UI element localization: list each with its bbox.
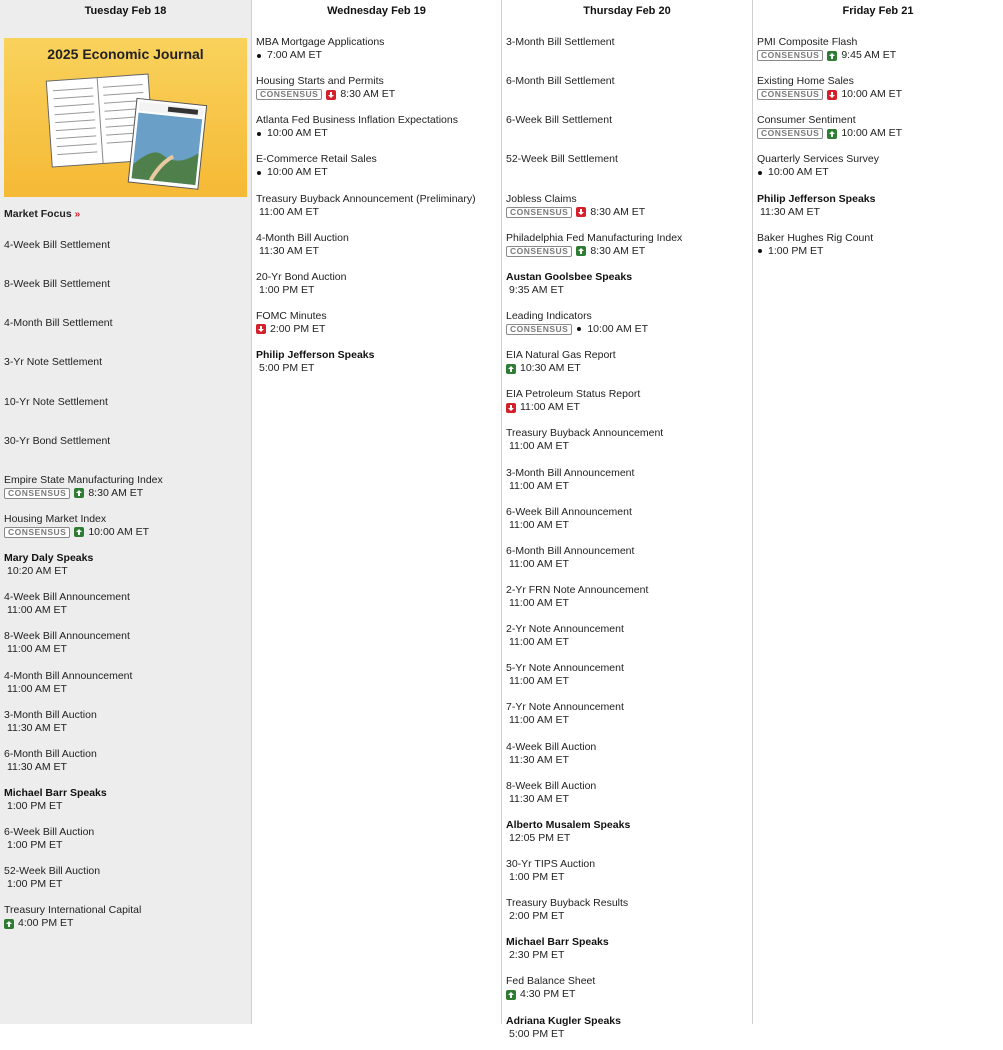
calendar-event[interactable] xyxy=(4,861,247,900)
calendar-event[interactable] xyxy=(4,822,247,861)
event-detail-line xyxy=(256,166,497,179)
event-title[interactable]: Housing Starts and Permits xyxy=(256,75,384,88)
event-detail-line xyxy=(506,636,748,649)
event-title[interactable]: 3-Month Bill Announcement xyxy=(506,466,635,479)
calendar-event[interactable] xyxy=(506,893,748,932)
calendar-event[interactable] xyxy=(757,71,999,110)
calendar-event[interactable] xyxy=(506,306,748,345)
event-time: 11:30 AM ET xyxy=(7,721,67,734)
event-title[interactable]: E-Commerce Retail Sales xyxy=(256,153,377,166)
calendar-event[interactable] xyxy=(256,267,497,306)
down-arrow-icon xyxy=(827,90,837,100)
consensus-badge[interactable]: CONSENSUS xyxy=(4,527,70,538)
double-chevron-right-icon: » xyxy=(74,209,81,220)
bullet-icon xyxy=(758,249,762,253)
event-title[interactable]: Philip Jefferson Speaks xyxy=(757,192,876,205)
calendar-event[interactable] xyxy=(506,971,748,1010)
event-title[interactable]: Philadelphia Fed Manufacturing Index xyxy=(506,231,683,244)
calendar-event[interactable] xyxy=(4,431,247,470)
consensus-badge[interactable]: CONSENSUS xyxy=(506,246,572,257)
event-detail-line xyxy=(4,643,247,656)
calendar-event[interactable] xyxy=(757,228,999,267)
event-title[interactable]: Jobless Claims xyxy=(506,192,577,205)
event-title[interactable]: Mary Daly Speaks xyxy=(4,552,94,565)
event-time: 11:00 AM ET xyxy=(509,518,569,531)
event-time: 11:30 AM ET xyxy=(509,753,569,766)
event-time: 11:00 AM ET xyxy=(509,557,569,570)
consensus-badge[interactable]: CONSENSUS xyxy=(506,207,572,218)
consensus-badge[interactable]: CONSENSUS xyxy=(256,89,322,100)
event-time: 5:00 PM ET xyxy=(509,1027,565,1040)
event-time: 2:30 PM ET xyxy=(509,949,565,962)
calendar-event[interactable] xyxy=(4,626,247,665)
event-detail-line xyxy=(506,1028,748,1041)
day-column-tuesday xyxy=(0,0,252,1024)
event-time: 2:00 PM ET xyxy=(270,322,326,335)
event-time: 7:00 AM ET xyxy=(267,49,322,61)
event-detail-line xyxy=(757,49,999,62)
event-title[interactable]: Existing Home Sales xyxy=(757,75,854,88)
event-title[interactable]: 7-Yr Note Announcement xyxy=(506,701,624,714)
up-arrow-icon xyxy=(827,51,837,61)
event-title[interactable]: 5-Yr Note Announcement xyxy=(506,662,624,675)
event-time: 11:00 AM ET xyxy=(509,636,569,649)
up-arrow-icon xyxy=(506,364,516,374)
calendar-event[interactable] xyxy=(757,32,999,71)
event-time: 1:00 PM ET xyxy=(7,839,63,852)
calendar-event[interactable] xyxy=(4,705,247,744)
event-title[interactable]: 4-Week Bill Auction xyxy=(506,740,597,753)
calendar-event[interactable] xyxy=(506,932,748,971)
calendar-event[interactable] xyxy=(506,737,748,776)
event-time: 11:00 AM ET xyxy=(509,714,569,727)
event-detail-line xyxy=(256,323,497,336)
event-time: 11:30 AM ET xyxy=(509,792,569,805)
calendar-event[interactable] xyxy=(4,509,247,548)
calendar-event[interactable] xyxy=(256,228,497,267)
event-time: 10:30 AM ET xyxy=(520,362,581,375)
calendar-event[interactable] xyxy=(4,548,247,587)
calendar-event[interactable] xyxy=(757,110,999,149)
calendar-event[interactable] xyxy=(4,666,247,705)
event-title[interactable]: 6-Week Bill Auction xyxy=(4,826,95,839)
event-detail-line xyxy=(506,793,748,806)
event-detail-line xyxy=(4,722,247,735)
market-focus-link[interactable] xyxy=(0,207,251,235)
event-title[interactable]: Fed Balance Sheet xyxy=(506,975,596,988)
event-time: 10:00 AM ET xyxy=(88,525,150,538)
event-time: 10:00 AM ET xyxy=(587,322,649,335)
event-time: 11:00 AM ET xyxy=(509,596,569,609)
calendar-event[interactable] xyxy=(256,306,497,345)
calendar-event[interactable] xyxy=(4,352,247,391)
event-detail-line xyxy=(4,487,247,500)
calendar-event[interactable] xyxy=(256,110,497,149)
event-detail-line xyxy=(506,206,748,219)
calendar-event[interactable] xyxy=(506,1011,748,1050)
calendar-event[interactable] xyxy=(256,32,497,71)
event-detail-line xyxy=(506,597,748,610)
calendar-event[interactable] xyxy=(506,658,748,697)
day-column-friday xyxy=(753,0,1003,1024)
event-time: 11:00 AM ET xyxy=(509,479,569,492)
calendar-event[interactable] xyxy=(506,776,748,815)
event-title[interactable]: EIA Natural Gas Report xyxy=(506,349,616,362)
calendar-event[interactable] xyxy=(256,345,497,384)
event-time: 11:30 AM ET xyxy=(259,244,319,257)
event-time: 5:00 PM ET xyxy=(259,362,315,375)
event-title[interactable]: 2-Yr FRN Note Announcement xyxy=(506,583,649,596)
calendar-event[interactable] xyxy=(757,189,999,228)
event-title[interactable]: 3-Month Bill Settlement xyxy=(506,36,615,48)
down-arrow-icon xyxy=(256,324,266,334)
event-title[interactable]: Adriana Kugler Speaks xyxy=(506,1014,621,1027)
event-detail-line xyxy=(506,871,748,884)
calendar-event[interactable] xyxy=(4,274,247,313)
event-detail-line xyxy=(506,949,748,962)
event-detail-line xyxy=(757,88,999,101)
calendar-event[interactable] xyxy=(4,470,247,509)
event-time: 12:05 PM ET xyxy=(509,831,571,844)
consensus-badge[interactable]: CONSENSUS xyxy=(757,128,823,139)
event-detail-line xyxy=(256,88,497,101)
event-time: 11:00 AM ET xyxy=(7,604,67,617)
event-time: 2:00 PM ET xyxy=(509,910,565,923)
event-title[interactable]: 6-Month Bill Announcement xyxy=(506,544,635,557)
event-title[interactable]: Alberto Musalem Speaks xyxy=(506,818,631,831)
up-arrow-icon xyxy=(74,488,84,498)
event-title[interactable]: Baker Hughes Rig Count xyxy=(757,231,874,244)
event-title[interactable]: 6-Week Bill Settlement xyxy=(506,114,613,127)
event-title[interactable]: 10-Yr Note Settlement xyxy=(4,395,108,408)
calendar-event[interactable] xyxy=(506,345,748,384)
calendar-event[interactable] xyxy=(506,189,748,228)
event-title[interactable]: 30-Yr TIPS Auction xyxy=(506,857,596,870)
event-title[interactable]: Philip Jefferson Speaks xyxy=(256,349,375,362)
event-title[interactable]: 4-Week Bill Settlement xyxy=(4,239,111,251)
event-title[interactable]: 30-Yr Bond Settlement xyxy=(4,434,111,447)
calendar-event[interactable] xyxy=(506,228,748,267)
calendar-event[interactable] xyxy=(506,697,748,736)
calendar-event[interactable] xyxy=(506,384,748,423)
calendar-event[interactable] xyxy=(506,71,748,110)
event-detail-line xyxy=(4,839,247,852)
event-detail-line xyxy=(4,917,247,930)
event-time: 1:00 PM ET xyxy=(7,878,63,891)
event-detail-line xyxy=(256,206,497,219)
event-time: 11:00 AM ET xyxy=(7,643,67,656)
event-detail-line xyxy=(4,565,247,578)
calendar-event[interactable] xyxy=(757,149,999,188)
event-title[interactable]: Austan Goolsbee Speaks xyxy=(506,270,633,283)
calendar-event[interactable] xyxy=(4,392,247,431)
event-time: 10:20 AM ET xyxy=(7,565,68,578)
calendar-event[interactable] xyxy=(4,744,247,783)
event-detail-line xyxy=(506,323,748,336)
event-title[interactable]: Consumer Sentiment xyxy=(757,114,856,127)
event-title[interactable]: PMI Composite Flash xyxy=(757,36,858,48)
day-column-wednesday xyxy=(252,0,502,1024)
day-header: Thursday Feb 20 xyxy=(583,5,671,17)
event-title[interactable]: Housing Market Index xyxy=(4,512,107,525)
event-detail-line xyxy=(506,988,748,1001)
event-detail-line xyxy=(4,526,247,539)
event-time: 11:00 AM ET xyxy=(509,675,569,688)
event-title[interactable]: 52-Week Bill Auction xyxy=(4,865,101,878)
calendar-event[interactable] xyxy=(256,149,497,188)
up-arrow-icon xyxy=(576,246,586,256)
event-time: 1:00 PM ET xyxy=(259,283,315,296)
up-arrow-icon xyxy=(827,129,837,139)
event-title[interactable]: Michael Barr Speaks xyxy=(4,786,107,799)
event-time: 8:30 AM ET xyxy=(340,88,396,101)
calendar-event[interactable] xyxy=(506,541,748,580)
calendar-event[interactable] xyxy=(506,502,748,541)
event-time: 8:30 AM ET xyxy=(88,486,144,499)
consensus-badge[interactable]: CONSENSUS xyxy=(506,324,572,335)
event-detail-line xyxy=(4,604,247,617)
down-arrow-icon xyxy=(506,403,516,413)
event-time: 1:00 PM ET xyxy=(509,870,565,883)
consensus-badge[interactable]: CONSENSUS xyxy=(757,50,823,61)
bullet-icon xyxy=(257,171,261,175)
bullet-icon xyxy=(257,54,261,58)
event-title[interactable]: 4-Month Bill Settlement xyxy=(4,317,113,330)
market-focus-label: Market Focus xyxy=(4,208,72,220)
event-title[interactable]: Michael Barr Speaks xyxy=(506,936,609,949)
calendar-event[interactable] xyxy=(506,580,748,619)
event-detail-line xyxy=(506,675,748,688)
calendar-event[interactable] xyxy=(4,783,247,822)
event-time: 4:00 PM ET xyxy=(18,917,74,930)
event-title[interactable]: 2-Yr Note Announcement xyxy=(506,623,624,636)
event-list xyxy=(252,32,501,384)
event-detail-line xyxy=(256,362,497,375)
up-arrow-icon xyxy=(4,919,14,929)
event-title[interactable]: Empire State Manufacturing Index xyxy=(4,473,163,486)
journal-illustration xyxy=(4,38,248,197)
event-title[interactable]: EIA Petroleum Status Report xyxy=(506,388,641,401)
event-detail-line xyxy=(506,440,748,453)
event-title[interactable]: 6-Month Bill Auction xyxy=(4,747,97,760)
event-title[interactable]: 6-Month Bill Settlement xyxy=(506,75,615,88)
event-detail-line xyxy=(506,832,748,845)
event-title[interactable]: 4-Month Bill Announcement xyxy=(4,669,133,682)
event-title[interactable]: Treasury International Capital xyxy=(4,904,142,917)
event-title[interactable]: MBA Mortgage Applications xyxy=(256,36,385,48)
event-detail-line xyxy=(4,761,247,774)
event-title[interactable]: 4-Month Bill Auction xyxy=(256,231,349,244)
calendar-event[interactable] xyxy=(506,463,748,502)
calendar-event[interactable] xyxy=(506,110,748,149)
event-detail-line xyxy=(4,878,247,891)
event-detail-line xyxy=(256,127,497,140)
event-list xyxy=(0,235,251,940)
down-arrow-icon xyxy=(576,207,586,217)
calendar-event[interactable] xyxy=(4,900,247,939)
event-title[interactable]: Treasury Buyback Announcement xyxy=(506,427,664,440)
calendar-event[interactable] xyxy=(506,149,748,188)
event-time: 11:00 AM ET xyxy=(520,401,580,414)
event-time: 11:00 AM ET xyxy=(259,205,319,218)
event-time: 11:00 AM ET xyxy=(509,440,569,453)
event-title[interactable]: 4-Week Bill Announcement xyxy=(4,591,130,604)
event-title[interactable]: Quarterly Services Survey xyxy=(757,153,879,166)
day-header: Wednesday Feb 19 xyxy=(327,5,426,17)
calendar-event[interactable] xyxy=(506,854,748,893)
event-time: 1:00 PM ET xyxy=(768,244,824,257)
bullet-icon xyxy=(257,132,261,136)
event-title[interactable]: 8-Week Bill Settlement xyxy=(4,278,111,291)
event-time: 9:45 AM ET xyxy=(841,49,897,61)
event-title[interactable]: Treasury Buyback Announcement (Preliminary) xyxy=(256,192,476,205)
up-arrow-icon xyxy=(506,990,516,1000)
event-title[interactable]: 6-Week Bill Announcement xyxy=(506,505,632,518)
event-title[interactable]: 8-Week Bill Auction xyxy=(506,779,597,792)
event-detail-line xyxy=(757,245,999,258)
consensus-badge[interactable]: CONSENSUS xyxy=(757,89,823,100)
event-time: 11:30 AM ET xyxy=(760,205,820,218)
event-detail-line xyxy=(506,245,748,258)
event-time: 1:00 PM ET xyxy=(7,799,63,812)
event-detail-line xyxy=(256,245,497,258)
event-detail-line xyxy=(256,49,497,62)
event-detail-line xyxy=(757,166,999,179)
event-detail-line xyxy=(4,683,247,696)
down-arrow-icon xyxy=(326,90,336,100)
bullet-icon xyxy=(577,327,581,331)
bullet-icon xyxy=(758,171,762,175)
event-detail-line xyxy=(506,910,748,923)
calendar-event[interactable] xyxy=(506,815,748,854)
economic-journal-promo[interactable] xyxy=(4,38,247,197)
day-column-thursday xyxy=(502,0,753,1040)
event-time: 11:30 AM ET xyxy=(7,760,67,773)
event-time: 8:30 AM ET xyxy=(590,244,646,257)
event-detail-line xyxy=(506,754,748,767)
event-detail-line xyxy=(4,800,247,813)
calendar-event[interactable] xyxy=(506,267,748,306)
event-detail-line xyxy=(506,480,748,493)
calendar-event[interactable] xyxy=(506,423,748,462)
calendar-event[interactable] xyxy=(4,587,247,626)
calendar-event[interactable] xyxy=(4,235,247,274)
event-detail-line xyxy=(506,362,748,375)
day-header: Tuesday Feb 18 xyxy=(84,5,167,17)
event-detail-line xyxy=(506,284,748,297)
event-time: 10:00 AM ET xyxy=(267,127,328,140)
promo-title: 2025 Economic Journal xyxy=(47,46,204,62)
event-title[interactable]: 3-Month Bill Auction xyxy=(4,708,97,721)
event-detail-line xyxy=(506,519,748,532)
event-title[interactable]: Treasury Buyback Results xyxy=(506,897,629,910)
event-list xyxy=(502,32,752,1050)
calendar-event[interactable] xyxy=(506,32,748,71)
day-header: Friday Feb 21 xyxy=(842,5,914,17)
calendar-event[interactable] xyxy=(506,619,748,658)
event-title[interactable]: 3-Yr Note Settlement xyxy=(4,356,103,369)
event-list xyxy=(753,32,1003,267)
event-time: 10:00 AM ET xyxy=(841,88,903,101)
consensus-badge[interactable]: CONSENSUS xyxy=(4,488,70,499)
calendar-event[interactable] xyxy=(256,71,497,110)
calendar-event[interactable] xyxy=(4,313,247,352)
calendar-event[interactable] xyxy=(256,189,497,228)
event-title[interactable]: Atlanta Fed Business Inflation Expectations xyxy=(256,114,458,127)
event-title[interactable]: 52-Week Bill Settlement xyxy=(506,153,618,166)
event-detail-line xyxy=(506,401,748,414)
event-time: 8:30 AM ET xyxy=(590,205,646,218)
event-time: 9:35 AM ET xyxy=(509,283,564,296)
event-title[interactable]: 8-Week Bill Announcement xyxy=(4,630,130,643)
event-time: 10:00 AM ET xyxy=(267,166,328,179)
up-arrow-icon xyxy=(74,527,84,537)
event-time: 10:00 AM ET xyxy=(841,127,903,140)
event-time: 11:00 AM ET xyxy=(7,682,67,695)
event-detail-line xyxy=(506,714,748,727)
event-detail-line xyxy=(506,558,748,571)
event-detail-line xyxy=(256,284,497,297)
event-title[interactable]: FOMC Minutes xyxy=(256,309,327,322)
event-detail-line xyxy=(757,127,999,140)
event-title[interactable]: 20-Yr Bond Auction xyxy=(256,270,347,283)
event-title[interactable]: Leading Indicators xyxy=(506,309,592,322)
event-time: 10:00 AM ET xyxy=(768,166,829,179)
event-time: 4:30 PM ET xyxy=(520,988,576,1001)
event-detail-line xyxy=(757,206,999,219)
